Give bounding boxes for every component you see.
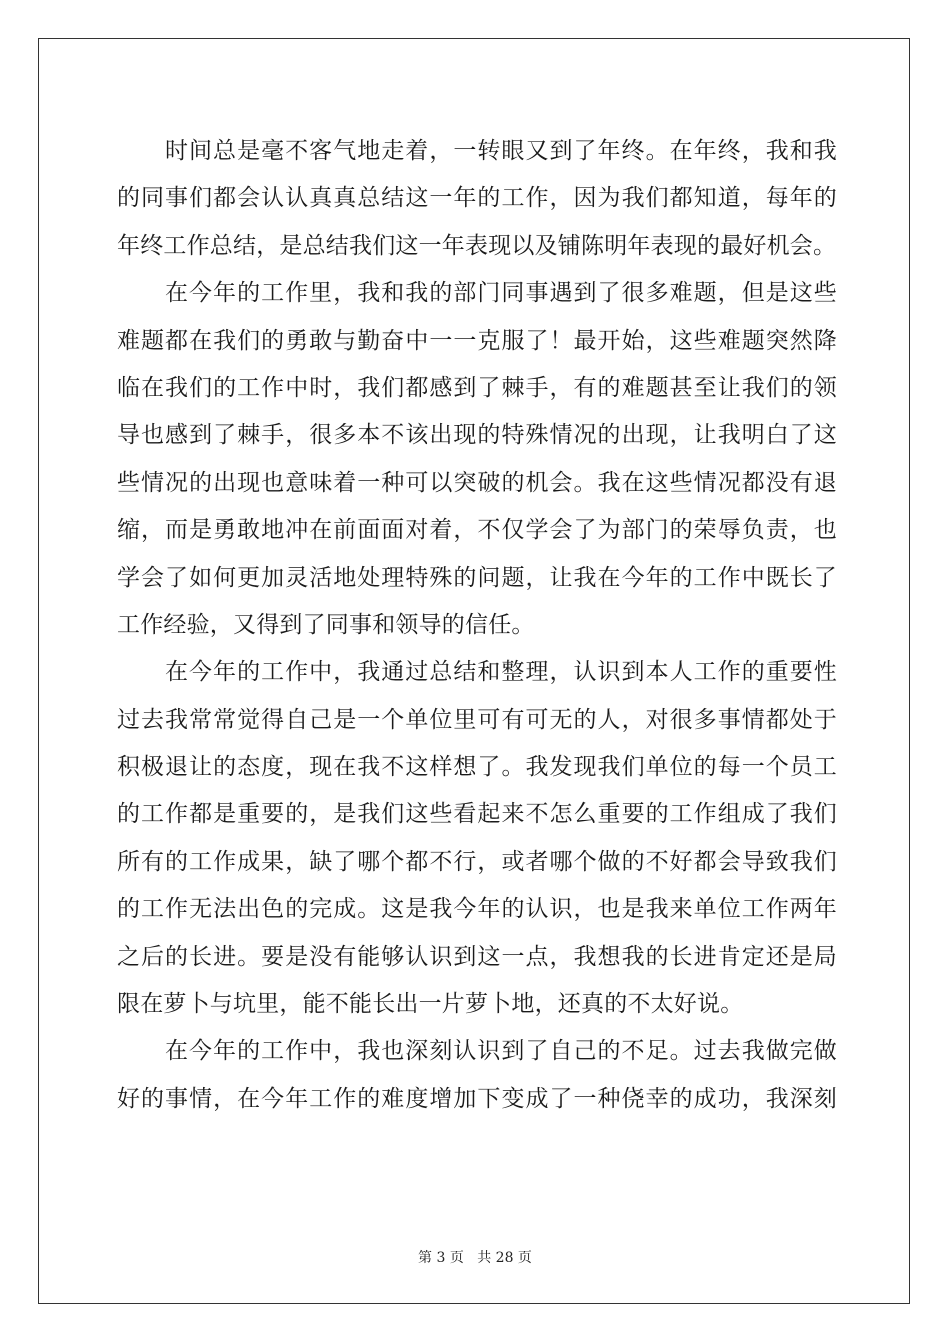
text-line: 在今年的工作中，我也深刻认识到了自己的不足。过去我做完做 bbox=[165, 1038, 837, 1065]
document-body bbox=[117, 128, 837, 1123]
page-total: 共 28 页 bbox=[477, 1250, 532, 1266]
text-line: 限在萝卜与坑里，能不能长出一片萝卜地，还真的不太好说。 bbox=[117, 991, 744, 1018]
text-line: 所有的工作成果，缺了哪个都不行，或者哪个做的不好都会导致我们 bbox=[117, 848, 837, 875]
text-line: 在今年的工作中，我通过总结和整理，认识到本人工作的重要性 bbox=[165, 659, 837, 686]
text-line: 积极退让的态度，现在我不这样想了。我发现我们单位的每一个员工 bbox=[117, 754, 837, 781]
page-footer bbox=[0, 1247, 950, 1267]
text-line: 临在我们的工作中时，我们都感到了棘手，有的难题甚至让我们的领 bbox=[117, 374, 837, 401]
text-line: 工作经验，又得到了同事和领导的信任。 bbox=[117, 611, 535, 638]
text-line: 年终工作总结，是总结我们这一年表现以及铺陈明年表现的最好机会。 bbox=[117, 232, 837, 259]
text-line: 导也感到了棘手，很多本不该出现的特殊情况的出现，让我明白了这 bbox=[117, 422, 837, 449]
text-line: 的同事们都会认认真真总结这一年的工作，因为我们都知道，每年的 bbox=[117, 185, 837, 212]
text-line: 之后的长进。要是没有能够认识到这一点，我想我的长进肯定还是局 bbox=[117, 943, 837, 970]
text-line: 些情况的出现也意味着一种可以突破的机会。我在这些情况都没有退 bbox=[117, 469, 837, 496]
text-line: 学会了如何更加灵活地处理特殊的问题，让我在今年的工作中既长了 bbox=[117, 564, 837, 591]
text-line: 缩，而是勇敢地冲在前面面对着，不仅学会了为部门的荣辱负责，也 bbox=[117, 517, 837, 544]
text-line: 过去我常常觉得自己是一个单位里可有可无的人，对很多事情都处于 bbox=[117, 706, 837, 733]
text-line: 好的事情，在今年工作的难度增加下变成了一种侥幸的成功，我深刻 bbox=[117, 1085, 837, 1112]
text-line: 在今年的工作里，我和我的部门同事遇到了很多难题，但是这些 bbox=[165, 280, 837, 307]
text-line: 时间总是毫不客气地走着，一转眼又到了年终。在年终，我和我 bbox=[165, 138, 837, 164]
page-number: 第 3 页 bbox=[418, 1250, 464, 1266]
text-line: 难题都在我们的勇敢与勤奋中一一克服了！最开始，这些难题突然降 bbox=[117, 327, 837, 354]
text-line: 的工作都是重要的，是我们这些看起来不怎么重要的工作组成了我们 bbox=[117, 801, 837, 828]
text-line: 的工作无法出色的完成。这是我今年的认识，也是我来单位工作两年 bbox=[117, 896, 837, 923]
